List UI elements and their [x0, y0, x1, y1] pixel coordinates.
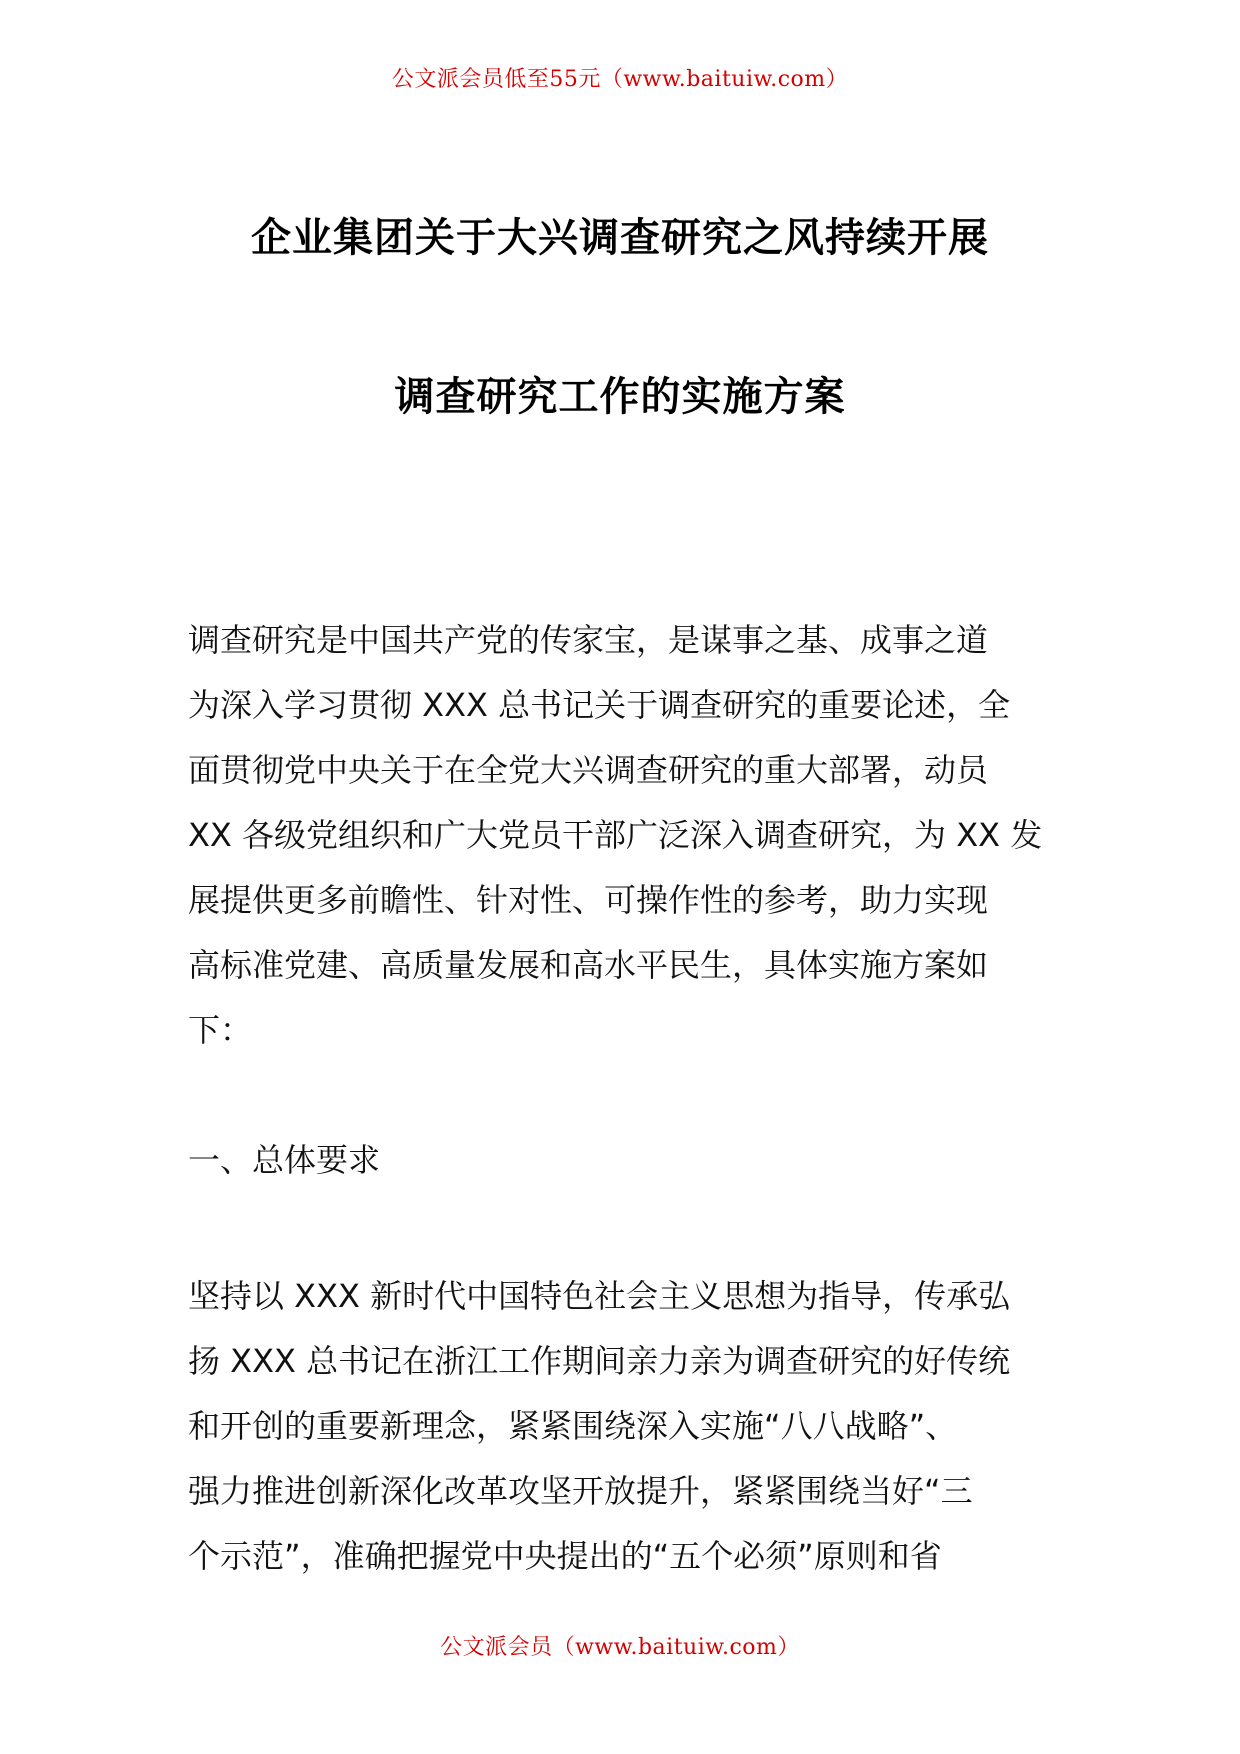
document-title-line-1: 企业集团关于大兴调查研究之风持续开展 — [251, 215, 989, 261]
requirements-line: 坚持以 XXX 新时代中国特色社会主义思想为指导，传承弘 — [188, 1277, 1011, 1315]
intro-line: 为深入学习贯彻 XXX 总书记关于调查研究的重要论述，全 — [188, 686, 1011, 724]
intro-line: 高标准党建、高质量发展和高水平民生，具体实施方案如 — [188, 946, 989, 984]
intro-line: 调查研究是中国共产党的传家宝，是谋事之基、成事之道 — [188, 621, 989, 659]
footer-promo-link[interactable]: 公文派会员（www.baituiw.com） — [440, 1635, 800, 1660]
requirements-line: 和开创的重要新理念，紧紧围绕深入实施“八八战略”、 — [188, 1407, 958, 1445]
intro-line: XX 各级党组织和广大党员干部广泛深入调查研究，为 XX 发 — [188, 816, 1043, 854]
requirements-paragraph — [188, 1264, 1060, 1589]
intro-line: 下： — [188, 1011, 253, 1049]
requirements-line: 强力推进创新深化改革攻坚开放提升，紧紧围绕当好“三 — [188, 1472, 973, 1510]
requirements-line: 扬 XXX 总书记在浙江工作期间亲力亲为调查研究的好传统 — [188, 1342, 1011, 1380]
intro-line: 展提供更多前瞻性、针对性、可操作性的参考，助力实现 — [188, 881, 989, 919]
document-title-line-2: 调查研究工作的实施方案 — [394, 374, 846, 420]
requirements-line: 个示范”，准确把握党中央提出的“五个必须”原则和省 — [188, 1537, 942, 1575]
section-heading-general-requirements: 一、总体要求 — [188, 1141, 381, 1179]
intro-line: 面贯彻党中央关于在全党大兴调查研究的重大部署，动员 — [188, 751, 989, 789]
intro-paragraph — [188, 608, 1060, 1063]
header-promo-link[interactable]: 公文派会员低至55元（www.baituiw.com） — [391, 67, 849, 92]
